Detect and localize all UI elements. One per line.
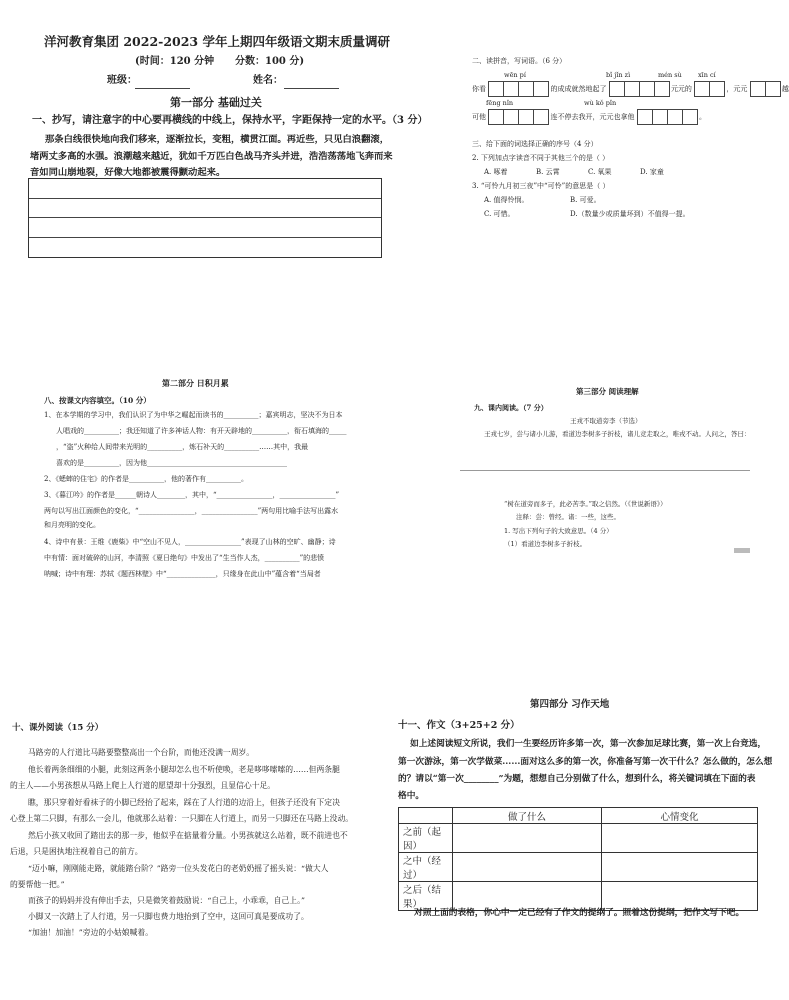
- table-input-cell[interactable]: [453, 882, 602, 911]
- fill-line-5: 2、《蟋蟀的住宅》的作者是__________，他的著作有__________。: [44, 475, 248, 483]
- exam-page-6: [390, 690, 773, 930]
- question-3-item-1: 2. 下列加点字读音不同于其他三个的是（ ）: [472, 154, 610, 162]
- pinyin-1: wēn pí: [504, 71, 526, 79]
- meaning-option-d[interactable]: D.（数量少或质量坏到）不值得一提。: [570, 210, 690, 218]
- option-d[interactable]: D. 家童: [640, 168, 664, 176]
- table-row: [399, 824, 758, 853]
- meaning-option-b[interactable]: B. 可爱。: [570, 196, 601, 204]
- question-9-sub-1: （1）看道边李树多子折枝。: [504, 540, 587, 548]
- question-3-item-2: 3. “可怜九月初三夜”中“可怜”的意思是（ ）: [472, 182, 610, 190]
- question-9-item-1: 1. 写出下列句子的大致意思。（4 分）: [504, 527, 613, 535]
- reading-line-10: 而孩子的妈妈并没有伸出手去，只是微笑着鼓励说：“自己上，小乖乖，自己上。”: [28, 896, 305, 905]
- table-input-cell[interactable]: [602, 882, 758, 911]
- reading-line-7: 后退，只是困执地注视着自己的前方。: [10, 847, 143, 856]
- exam-page-5: [0, 710, 385, 937]
- question-8: 八、按课文内容填空。（10 分）: [44, 396, 151, 405]
- option-c[interactable]: C. 氧果: [588, 168, 612, 176]
- reading-line-9: 的要帮他一把。”: [10, 880, 65, 889]
- section-divider: [460, 470, 750, 471]
- exam-page-1: [0, 0, 428, 290]
- fill-line-8: 和月亮明的变化。: [44, 521, 100, 529]
- pinyin-5: fēng nǐn: [486, 99, 514, 107]
- reading-line-1: 马路旁的人行道比马路要整整高出一个台阶，而他还没满一周岁。: [28, 748, 255, 757]
- row-label: 之后（结果）: [399, 882, 453, 911]
- table-input-cell[interactable]: [602, 824, 758, 853]
- reading-line-4: 瞧，那只穿着好看袜子的小脚已经抬了起来，踩在了人行道的边沿上，但孩子还没有下定决: [28, 798, 340, 807]
- part-one-title: 第一部分 基础过关: [170, 96, 262, 109]
- fill-line-10: 中有情：面对破碎的山河，李清照《夏日绝句》中发出了“生当作人杰，__________”的悲愤: [44, 554, 325, 562]
- question-11: 十一、作文（3+25+2 分）: [398, 720, 520, 731]
- fill-line-11: 呐喊；诗中有理：苏轼《题西林壁》中“______________，只缘身在此山中”蕴含着“当局者: [44, 570, 321, 578]
- pinyin-2: bǐ jǐn zì: [606, 71, 631, 79]
- reading-line-8: “迈小嘛，刚刚能走路，就能踏台阶？”路旁一位头发花白的老奶奶摇了摇头说：“做大人: [28, 864, 329, 873]
- table-header-row: [399, 808, 758, 824]
- fill-line-3: ，“盗”火种给人间带来光明的__________，炼石补天的__________……其中，我最: [56, 443, 309, 451]
- reading-line-3: 的主人——小男孩想从马路上爬上人行道的愿望却十分强烈，且显信心十足。: [10, 781, 276, 790]
- table-input-cell[interactable]: [602, 853, 758, 882]
- passage-line-3: 音如同山崩地裂，好像大地都被震得颤动起来。: [30, 167, 226, 178]
- question-9: 九、课内阅读。（7 分）: [474, 403, 548, 412]
- table-header-cell: [399, 808, 453, 824]
- meaning-option-a[interactable]: A. 值得怜悯。: [484, 196, 529, 204]
- exam-page-3: [0, 365, 385, 605]
- fill-line-2: 人唱戏的__________；我还知道了许多神话人物：有开天辟地的__________，衔石填海的_____: [56, 427, 347, 435]
- reading-line-5: 心登上第二只脚，有那么一会儿，他就那么站着：一只脚在人行道上，而另一只脚还在马路上没动。: [10, 814, 354, 823]
- pinyin-line-2: 可他 连不停去我开，元元也拿他 。: [472, 109, 706, 125]
- poem-notes: 注释：尝：曾经。诸：一些，这些。: [516, 513, 620, 521]
- essay-prompt-line-3: 的？请以“第一次________”为题，想想自己分别做了什么，想到什么，将关键词填在下面的表: [398, 774, 756, 784]
- part-four-title: 第四部分 习作天地: [530, 699, 610, 710]
- table-header-cell: 心情变化: [602, 808, 758, 824]
- pinyin-6: wù kǒ pǐn: [584, 99, 617, 107]
- essay-prompt-line-4: 格中。: [398, 791, 425, 801]
- exam-page-4: [460, 370, 750, 600]
- poem-quote: “树在道旁而多子，此必苦李。”取之信然。（《世说新语》）: [504, 500, 667, 508]
- reading-line-2: 他长着两条细细的小腿，此刻这两条小腿却怎么也不听使唤，老是哆哆嗦嗦的……但两条腿: [28, 765, 340, 774]
- name-blank: [284, 88, 339, 89]
- table-row: [399, 882, 758, 911]
- part-three-title: 第三部分 阅读理解: [576, 387, 639, 396]
- question-1: 一、抄写，请注意字的中心要再横线的中线上，保持水平，字距保持一定的水平。（3 分）: [32, 115, 428, 126]
- fill-line-4: 喜欢的是__________，因为他________________________________________: [56, 459, 287, 467]
- table-input-cell[interactable]: [453, 824, 602, 853]
- table-input-cell[interactable]: [453, 853, 602, 882]
- reading-line-12: “加油！加油！”旁边的小姑娘喊着。: [28, 928, 153, 937]
- fill-line-1: 1、在本学期的学习中，我们认识了为中华之崛起而读书的__________；嘉宾明志，坚决不为日本: [44, 411, 343, 419]
- essay-closing: 对照上面的表格，你心中一定已经有了作文的提纲了。照着这份提纲，把作文写下吧。: [414, 908, 745, 918]
- class-blank: [135, 88, 190, 89]
- row-label: 之前（起因）: [399, 824, 453, 853]
- reading-line-6: 然后小孩又收回了踏出去的那一步，他似乎在掂量着分量。小男孩就这么站着，既不前进也不: [28, 831, 348, 840]
- time-label: (时间：120 分钟: [135, 56, 215, 67]
- row-label: 之中（经过）: [399, 853, 453, 882]
- essay-plan-table: [398, 807, 758, 911]
- copy-writing-box[interactable]: [28, 178, 382, 258]
- pinyin-4: xīn cí: [698, 71, 716, 79]
- fill-line-9: 4、诗中有景：王维《鹿柴》中“空山不见人，________________”表现了山林的空旷、幽静；诗: [44, 538, 336, 546]
- fill-line-7: 两句以写出江面颜色的变化，“________________，________________”两句用比喻手法写出露水: [44, 507, 339, 515]
- meaning-option-c[interactable]: C. 可惜。: [484, 210, 515, 218]
- pinyin-3: mén sù: [658, 71, 682, 79]
- essay-prompt-line-1: 如上述阅读短文所说，我们一生要经历许多第一次，第一次参加足球比赛，第一次上台竞选，: [410, 739, 767, 749]
- table-row: [399, 853, 758, 882]
- reading-line-11: 小脚又一次踏上了人行道，另一只脚也费力地抬到了空中，这回可真是要成功了。: [28, 912, 309, 921]
- essay-prompt-line-2: 第一次游泳，第一次学做菜......面对这么多的第一次，你准备写第一次干什么？怎么做的，怎么想: [398, 757, 773, 767]
- passage-line-1: 那条白线很快地向我们移来，逐渐拉长，变粗，横贯江面。再近些，只见白浪翻滚，: [45, 134, 389, 145]
- question-2: 二、读拼音，写词语。（6 分）: [472, 57, 567, 65]
- pinyin-line-1: 你看 的成成就然地起了 元元的 ，元元 越: [472, 81, 789, 97]
- score-label: 分数：100 分): [235, 56, 305, 67]
- exam-page-2: [466, 50, 789, 290]
- poem-body: 王戎七岁，尝与诸小儿游，看道边李树多子折枝，诸儿竞走取之，唯戎不动。人问之，答曰：: [484, 430, 751, 438]
- exam-title: 洋河教育集团 2022-2023 学年上期四年级语文期末质量调研: [44, 34, 390, 49]
- question-3: 三、给下面的词选择正确的序号（4 分）: [472, 140, 598, 148]
- class-label: 班级：: [107, 75, 137, 86]
- option-a[interactable]: A. 啄着: [484, 168, 508, 176]
- poem-title: 王戎不取道旁李（节选）: [570, 417, 642, 425]
- part-two-title: 第二部分 日积月累: [162, 378, 229, 388]
- name-label: 姓名：: [253, 75, 283, 86]
- option-b[interactable]: B. 云霄: [536, 168, 560, 176]
- fill-line-6: 3、《暮江吟》的作者是______朝诗人________，其中，“________________，________________”: [44, 491, 340, 499]
- scroll-handle[interactable]: [734, 548, 750, 553]
- passage-line-2: 堵两丈多高的水强。浪潮越来越近，犹如千万匹白色战马齐头并进，浩浩荡荡地飞奔而来: [30, 151, 393, 162]
- table-header-cell: 做了什么: [453, 808, 602, 824]
- question-10: 十、课外阅读（15 分）: [12, 723, 104, 733]
